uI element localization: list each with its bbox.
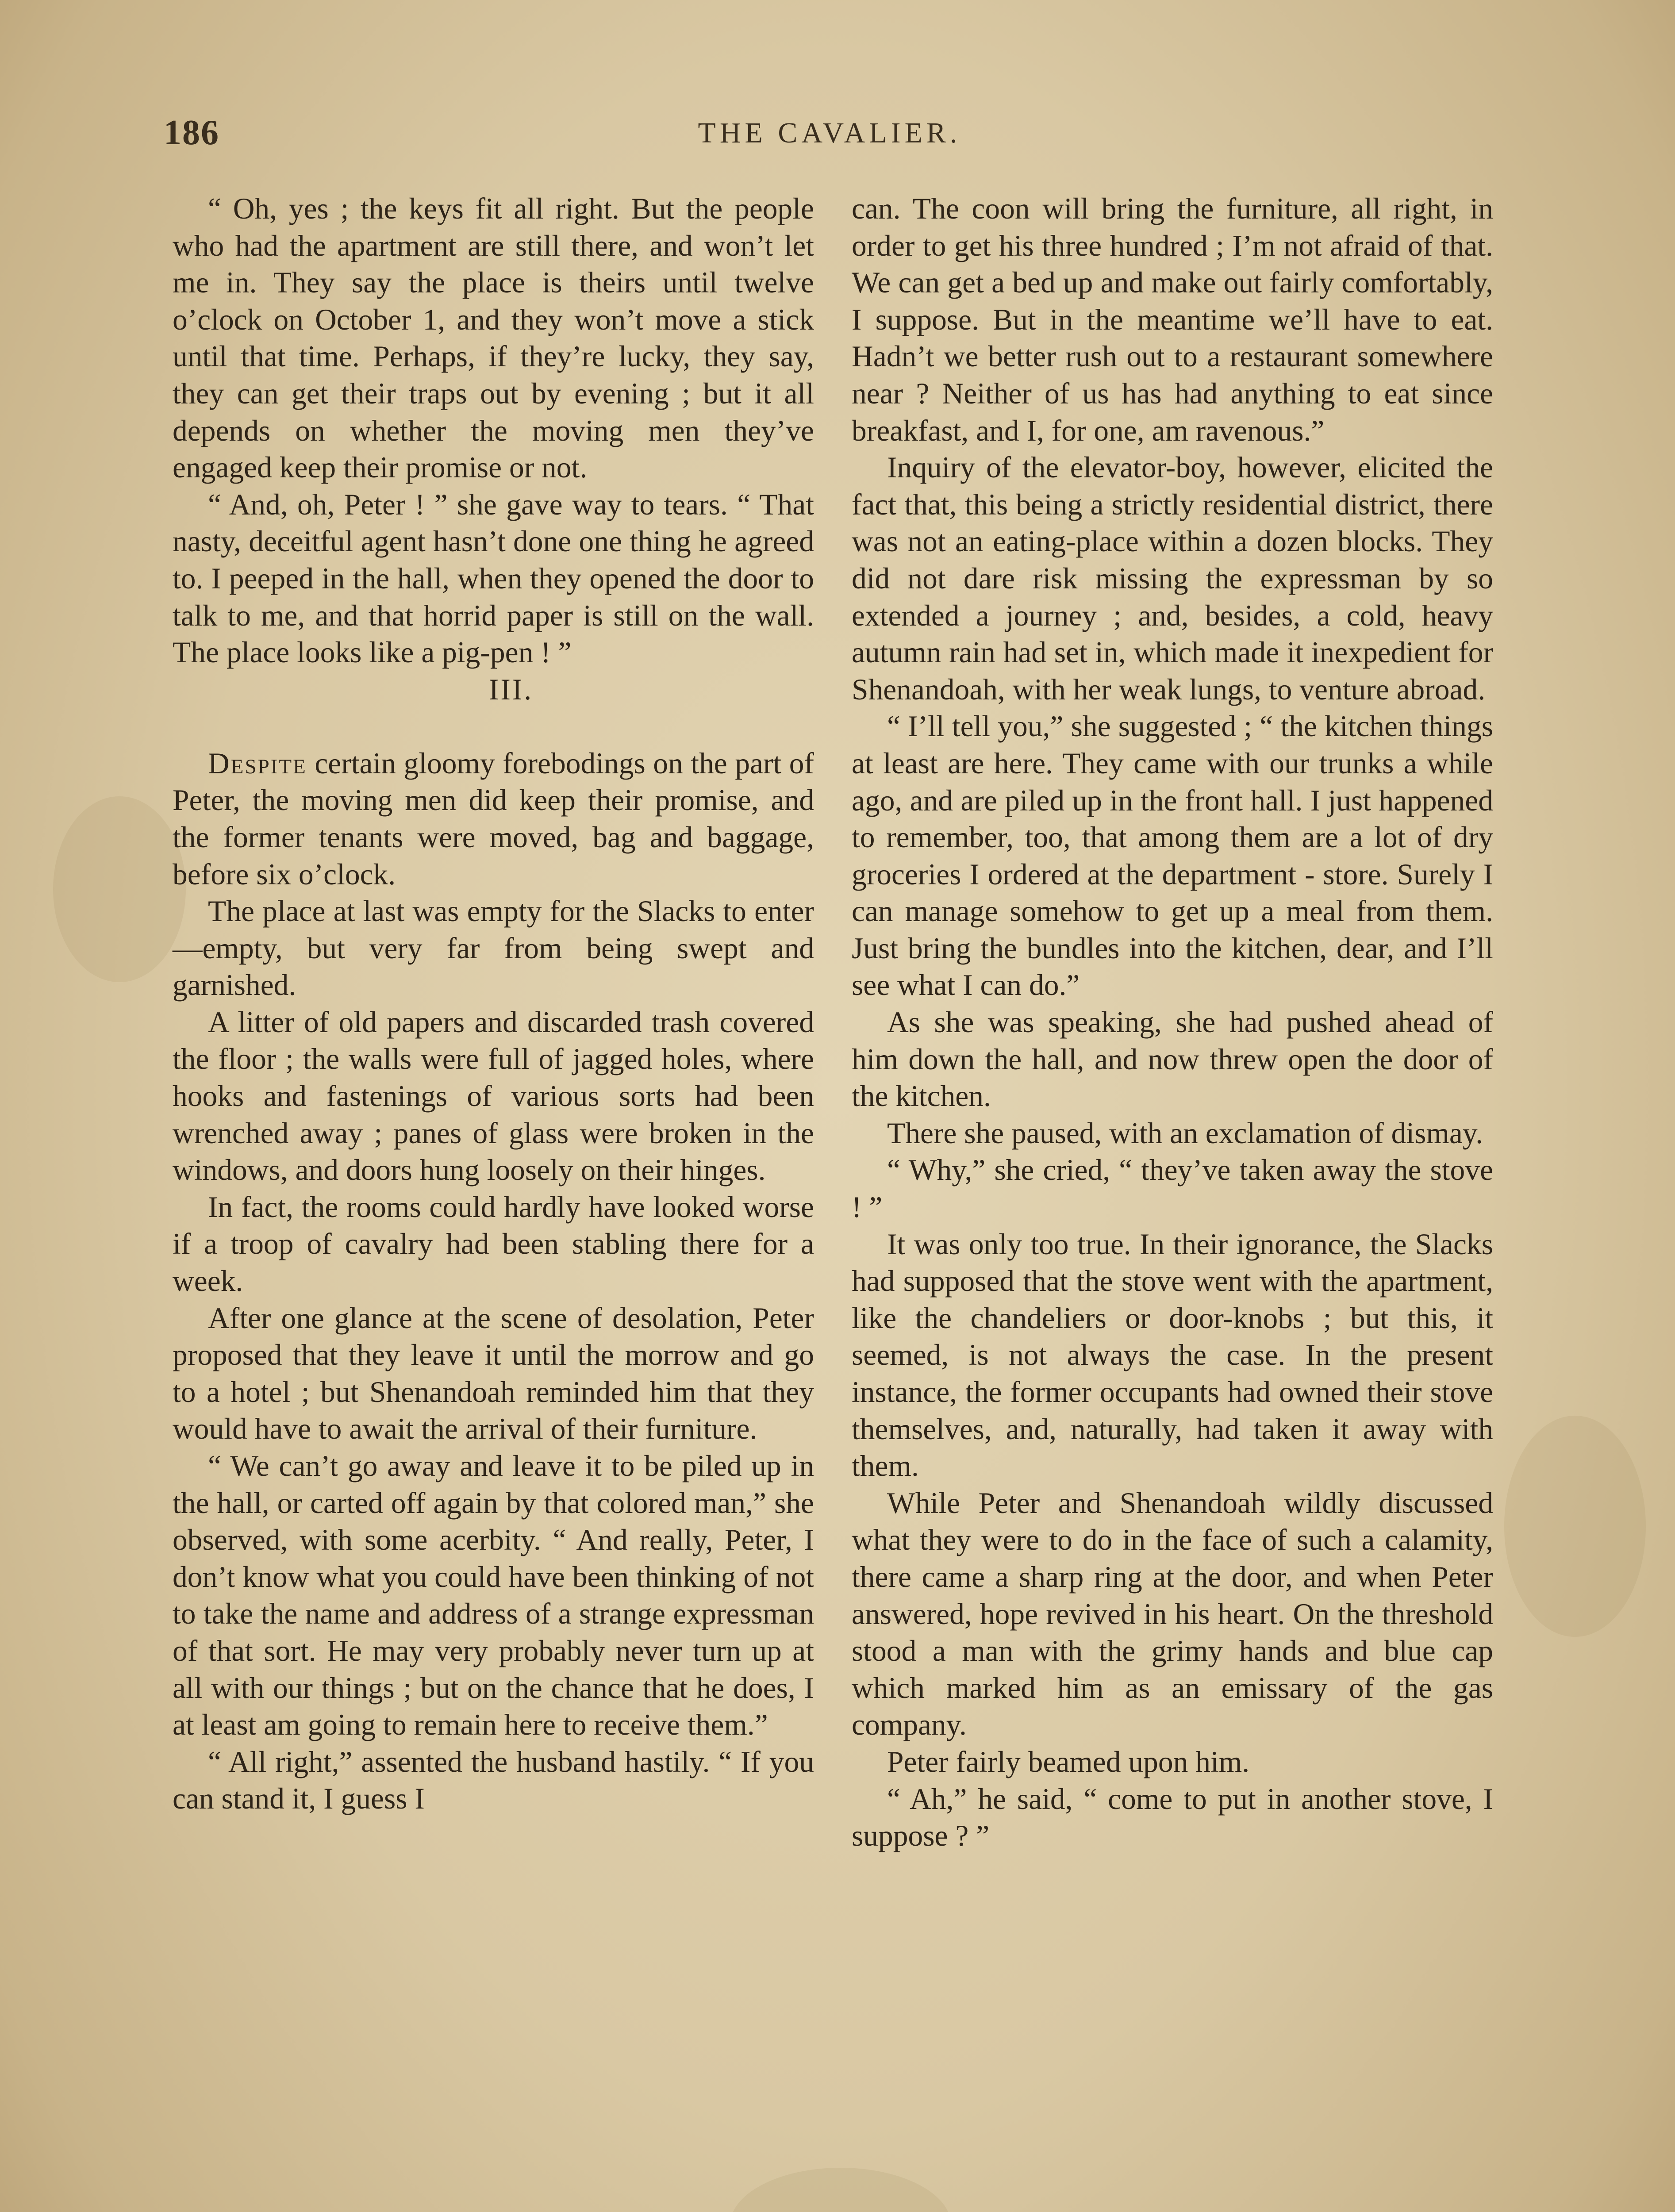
left-column — [173, 190, 814, 1817]
paragraph: Peter fairly beamed upon him. — [887, 1745, 1250, 1778]
paragraph: It was only too true. In their ignorance, the Slacks had supposed that the stove went with the apartment, like the chandeliers or door-knobs ; but this, it seemed, is not always the case. In the present instance, the former occupants had owned their stove themselves, and, naturally, had taken it away with them. — [852, 1227, 1493, 1483]
paragraph: After one glance at the scene of desolation, Peter proposed that they leave it until the morrow and go to a hotel ; but Shenandoah reminded him that they would have to await the arrival of their furniture. — [173, 1301, 814, 1446]
section-heading-text: III. — [488, 672, 534, 706]
paragraph: The place at last was empty for the Slacks to enter—empty, but very far from being swept and garnished. — [173, 895, 814, 1002]
paragraph: “ All right,” assented the husband hastily. “ If you can stand it, I guess I — [173, 1745, 814, 1816]
paragraph: “ Why,” she cried, “ they’ve taken away the stove ! ” — [852, 1153, 1493, 1224]
paragraph: “ And, oh, Peter ! ” she gave way to tears. “ That nasty, deceitful agent hasn’t done one thing he agreed to. I peeped in the hall, when they opened the door to talk to me, and that horrid paper is still on the wall. The place looks like a pig-pen ! ” — [173, 488, 814, 669]
paragraph: “ Ah,” he said, “ come to put in another stove, I suppose ? ” — [852, 1782, 1493, 1853]
paragraph: Inquiry of the elevator-boy, however, elicited the fact that, this being a strictly residential district, there was not an eating-place within a dozen blocks. They did not dare risk missing the expressman by so extended a journey ; and, besides, a cold, heavy autumn rain had set in, which made it inexpedient for Shenandoah, with her weak lungs, to venture abroad. — [852, 451, 1493, 706]
running-title: THE CAVALIER. — [698, 117, 961, 149]
paragraph: As she was speaking, she had pushed ahead of him down the hall, and now threw open the door of the kitchen. — [852, 1006, 1493, 1113]
page-header — [164, 113, 1495, 161]
paragraph: A litter of old papers and discarded trash covered the floor ; the walls were full of jagged holes, where hooks and fastenings of various sorts had been wrenched away ; panes of glass were broken in the windows, and doors hung loosely on their hinges. — [173, 1005, 814, 1187]
paragraph: While Peter and Shenandoah wildly discussed what they were to do in the face of such a calamity, there came a sharp ring at the door, and when Peter answered, hope revived in his heart. On the threshold stood a man with the grimy hands and blue cap which marked him as an emissary of the gas company. — [852, 1486, 1493, 1742]
paragraph: There she paused, with an exclamation of dismay. — [887, 1116, 1483, 1150]
continued-paragraph: can. The coon will bring the furniture, all right, in order to get his three hundred ; I’m not afraid of that. We can get a bed up and make out fairly comfortably, I suppose. But in the meantime we’ll have to eat. Hadn’t we better rush out to a restaurant somewhere near ? Neither of us has had anything to eat since breakfast, and I, for one, am ravenous.” — [852, 192, 1493, 447]
paragraph: “ Oh, yes ; the keys fit all right. But the people who had the apartment are still there, and won’t let me in. They say the place is theirs until twelve o’clock on October 1, and they won’t move a stick until that time. Perhaps, if they’re lucky, they say, they can get their traps out by evening ; but it all depends on whether the moving men they’ve engaged keep their promise or not. — [173, 192, 814, 484]
paper-stain — [53, 796, 186, 982]
paper-stain — [730, 2168, 951, 2212]
paper-stain — [1504, 1416, 1646, 1637]
page-number: 186 — [164, 113, 219, 152]
section-heading — [173, 671, 814, 745]
section-first-paragraph — [173, 745, 814, 893]
paragraph: In fact, the rooms could hardly have looked worse if a troop of cavalry had been stabling there for a week. — [173, 1190, 814, 1298]
section-first-paragraph-text: certain gloomy forebodings on the part of Peter, the moving men did keep their promise, and the former tenants were moved, bag and baggage, before six o’clock. — [173, 746, 814, 891]
paragraph: “ We can’t go away and leave it to be piled up in the hall, or carted off again by that colored man,” she observed, with some acerbity. “ And really, Peter, I don’t know what you could have been thinking of not to take the name and address of a strange expressman of that sort. He may very probably never turn up at all with our things ; but on the chance that he does, I at least am going to remain here to receive them.” — [173, 1449, 814, 1742]
paragraph: “ I’ll tell you,” she suggested ; “ the kitchen things at least are here. They came with our trunks a while ago, and are piled up in the front hall. I just happened to remember, too, that among them are a lot of dry groceries I ordered at the department - store. Surely I can manage somehow to get up a meal from them. Just bring the bundles into the kitchen, dear, and I’ll see what I can do.” — [852, 710, 1493, 1002]
section-lead-word: Despite — [208, 746, 307, 780]
right-column — [852, 190, 1493, 1855]
